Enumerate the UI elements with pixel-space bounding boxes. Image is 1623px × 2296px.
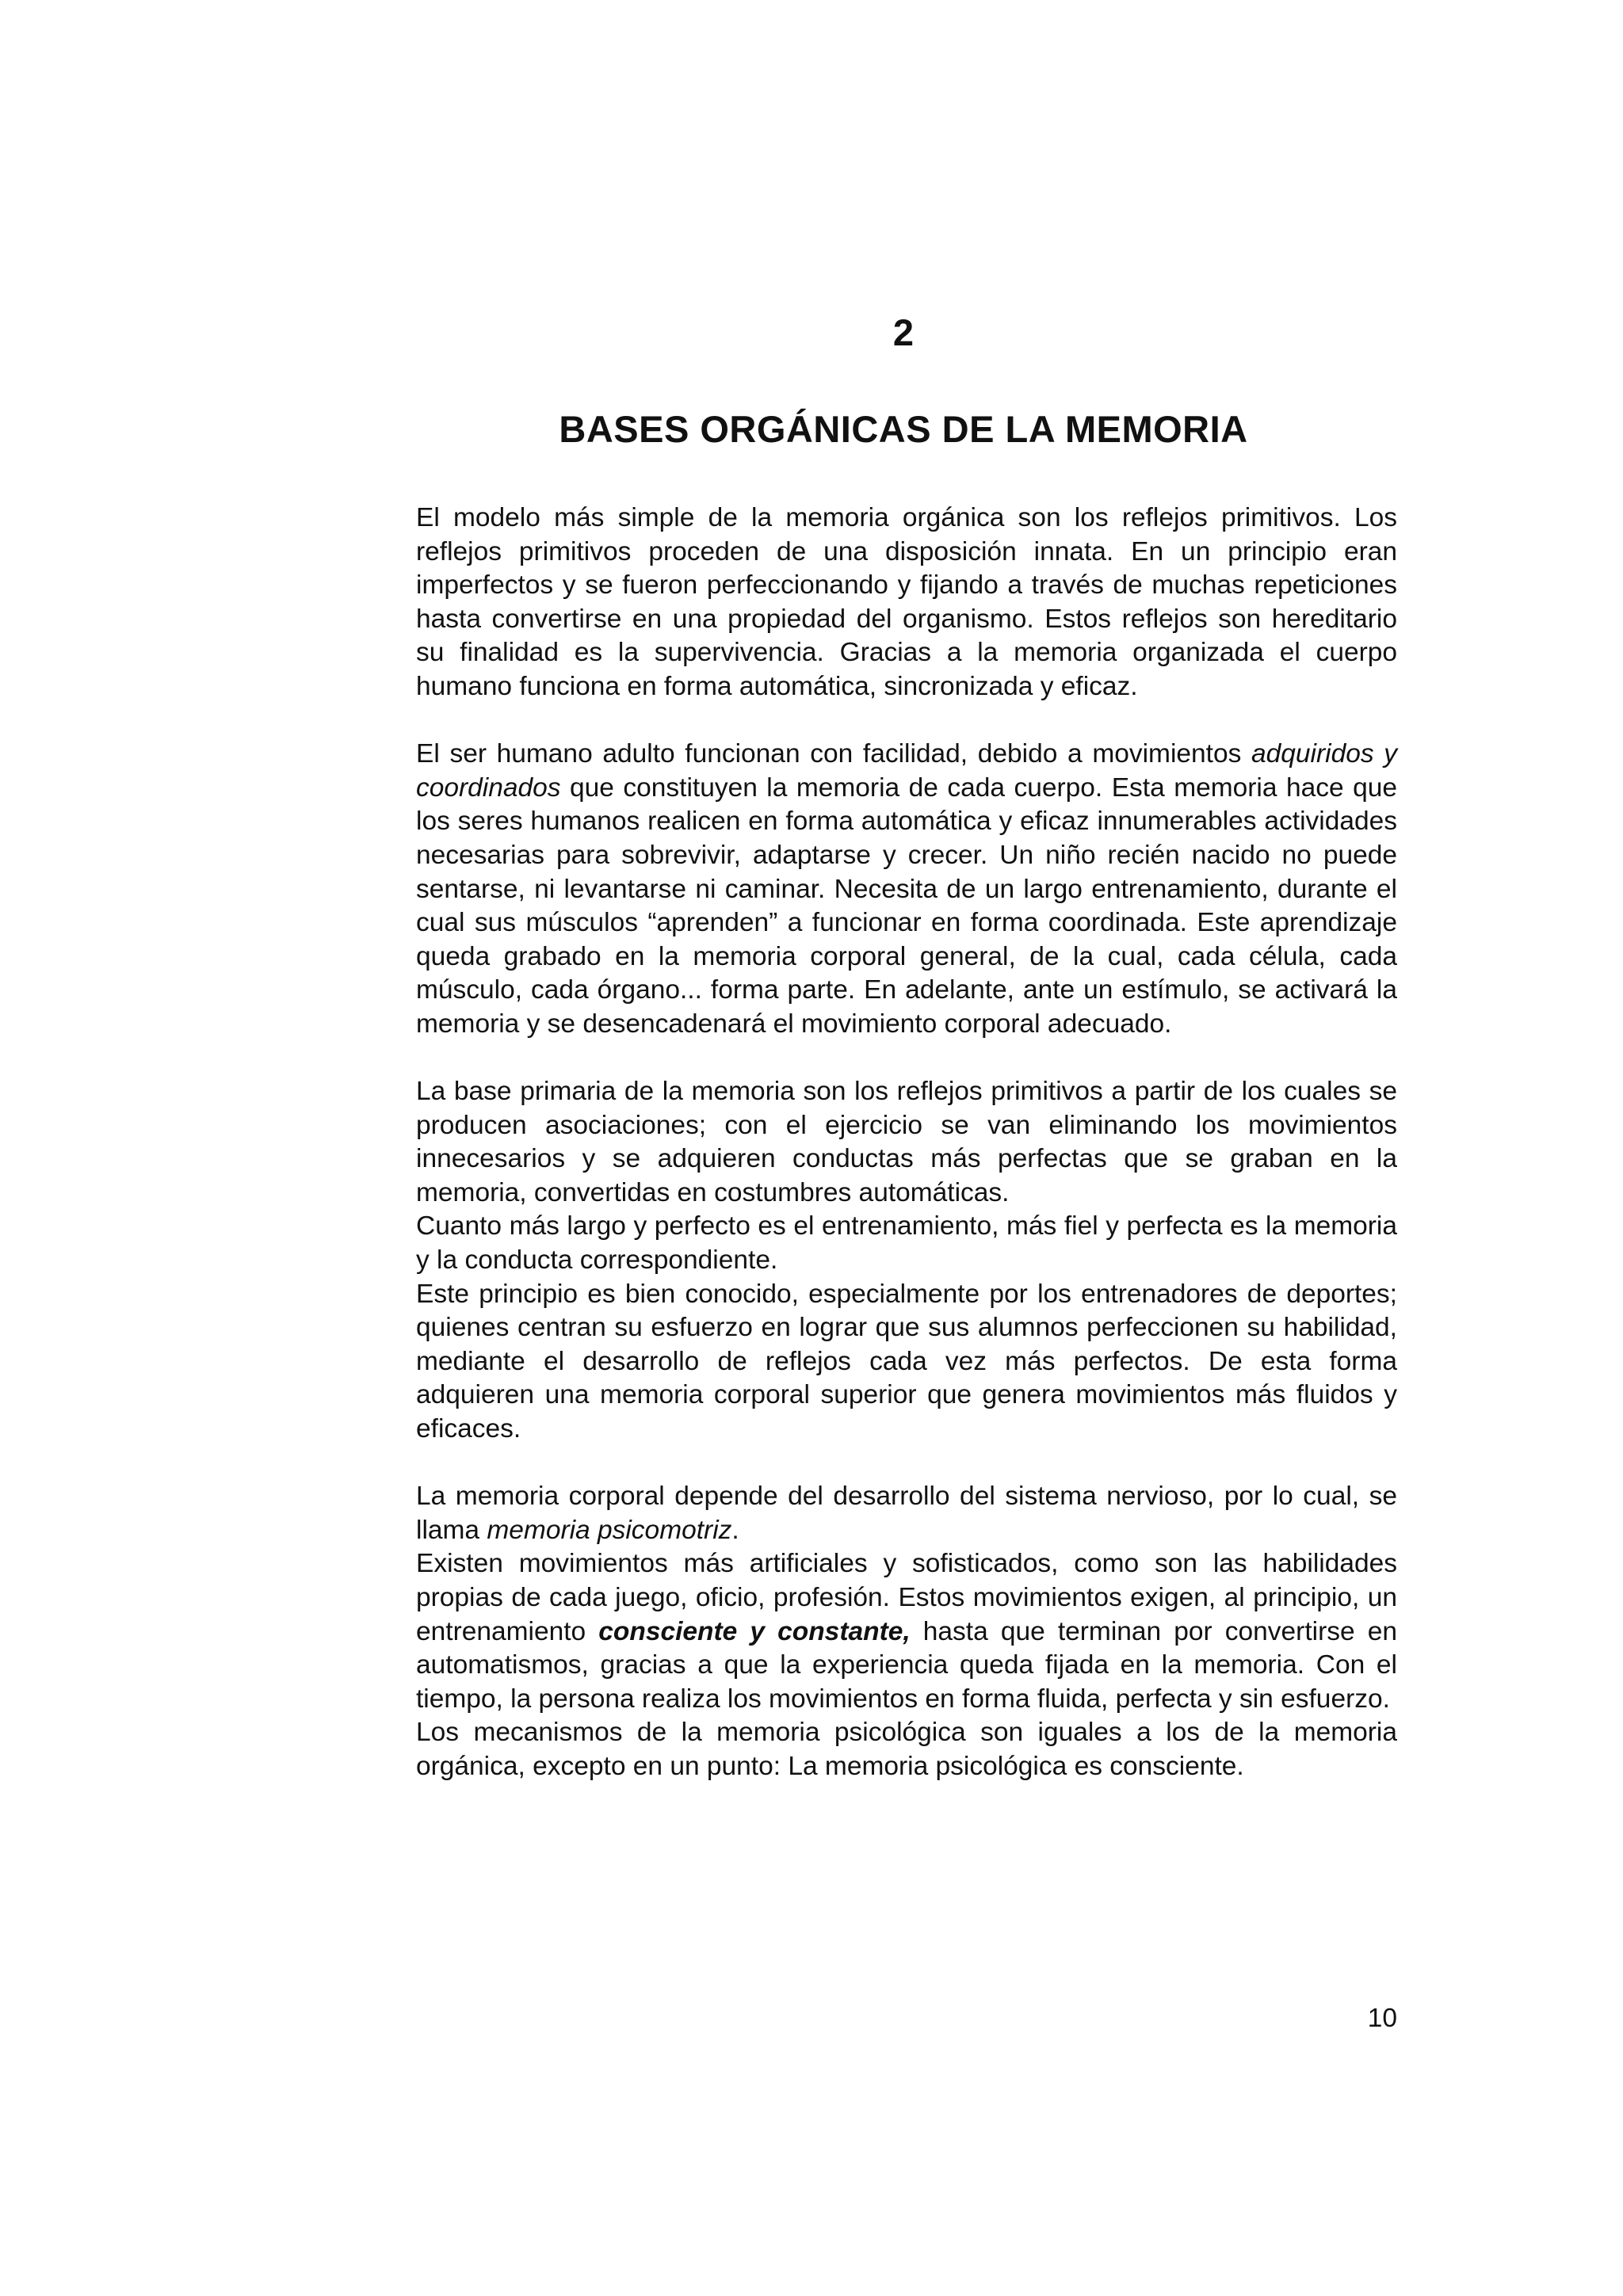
body-text <box>416 502 1397 1784</box>
paragraph-text: El ser humano adulto funcionan con facilidad, debido a movimientos <box>416 739 1252 769</box>
emphasis-text: memoria psicomotriz <box>487 1515 732 1545</box>
paragraph <box>416 1480 1397 1547</box>
strong-emphasis-text: consciente y constante, <box>598 1616 911 1646</box>
paragraph <box>416 1547 1397 1716</box>
paragraph-text: que constituyen la memoria de cada cuerpo. Esta memoria hace que los seres humanos realicen en forma automática y eficaz innumerables actividades necesarias para sobrevivir, adaptarse y crecer. Un niño recién nacido no puede sentarse, ni levantarse ni caminar. Necesita de un largo entrenamiento, durante el cual sus músculos “aprenden” a funcionar en forma coordinada. Este aprendizaje queda grabado en la memoria corporal general, de la cual, cada célula, cada músculo, cada órgano... forma parte. En adelante, ante un estímulo, se activará la memoria y se desencadenará el movimiento corporal adecuado. <box>416 772 1397 1039</box>
paragraph-text: hasta que terminan por convertirse en automatismos, gracias a que la experiencia queda fijada en la memoria. Con el tiempo, la persona realiza los movimientos en forma fluida, perfecta y sin esfuerzo. <box>416 1616 1397 1714</box>
paragraph: Los mecanismos de la memoria psicológica son iguales a los de la memoria orgánica, excepto en un punto: La memoria psicológica es consciente. <box>416 1718 1397 1781</box>
paragraph: El modelo más simple de la memoria orgánica son los reflejos primitivos. Los reflejos primitivos proceden de una disposición innata. En un principio eran imperfectos y se fueron perfeccionando y fijando a través de muchas repeticiones hasta convertirse en una propiedad del organismo. Estos reflejos son hereditario su finalidad es la supervivencia. Gracias a la memoria organizada el cuerpo humano funciona en forma automática, sincronizada y eficaz. <box>416 503 1397 701</box>
paragraph <box>416 738 1397 1041</box>
paragraph-text: Existen movimientos más artificiales y sofisticados, como son las habilidades propias de cada juego, oficio, profesión. Estos movimientos exigen, al principio, un entrenamiento <box>416 1549 1397 1646</box>
paragraph-text: . <box>731 1515 739 1545</box>
chapter-title: BASES ORGÁNICAS DE LA MEMORIA <box>559 408 1248 450</box>
paragraph: Este principio es bien conocido, especialmente por los entrenadores de deportes; quienes centran su esfuerzo en lograr que sus alumnos perfeccionen su habilidad, mediante el desarrollo de reflejos cada vez más perfectos. De esta forma adquieren una memoria corporal superior que genera movimientos más fluidos y eficaces. <box>416 1279 1397 1444</box>
emphasis-text: adquiridos y coordinados <box>416 739 1398 803</box>
chapter-number: 2 <box>892 311 915 353</box>
page-number: 10 <box>1367 2004 1397 2033</box>
paragraph: Cuanto más largo y perfecto es el entrenamiento, más fiel y perfecta es la memoria y la conducta correspondiente. <box>416 1211 1397 1276</box>
paragraph-text: La memoria corporal depende del desarrollo del sistema nervioso, por lo cual, se llama <box>416 1482 1397 1545</box>
paragraph: La base primaria de la memoria son los reflejos primitivos a partir de los cuales se producen asociaciones; con el ejercicio se van eliminando los movimientos innecesarios y se adquieren conductas más perfectas que se graban en la memoria, convertidas en costumbres automáticas. <box>416 1077 1397 1207</box>
